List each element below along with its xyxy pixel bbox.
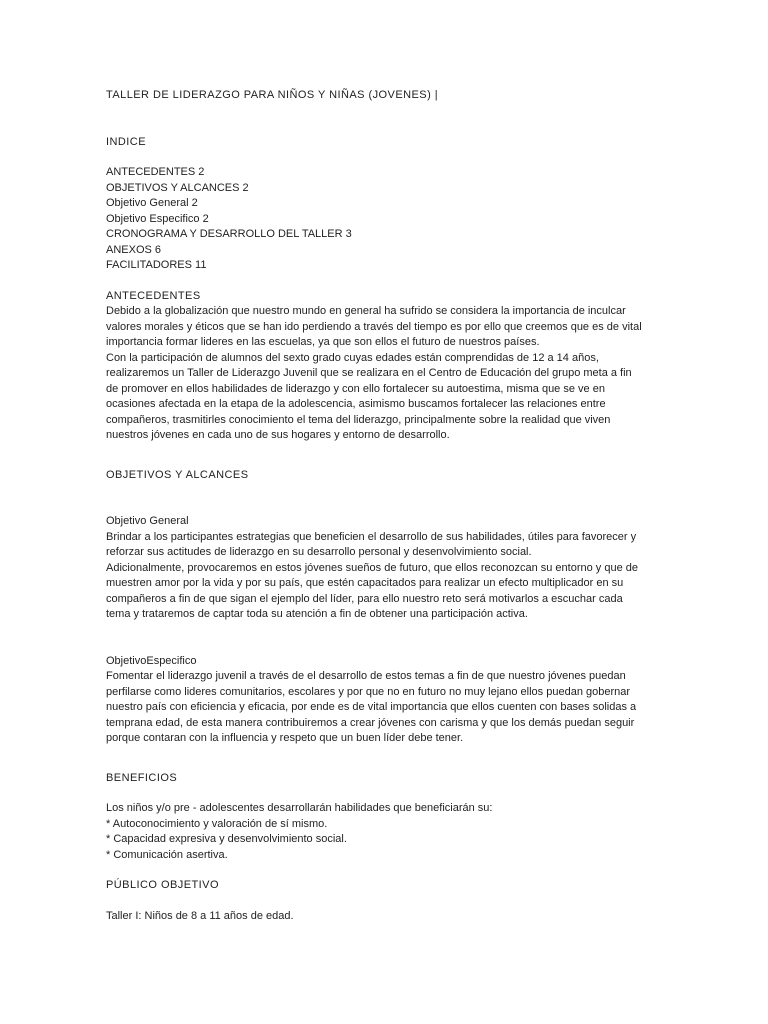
objetivo-especifico-heading: ObjetivoEspecifico <box>106 654 197 667</box>
paragraph-line: reforzar sus actitudes de liderazgo en su desarrollo personal y desenvolvimiento social. <box>106 546 532 558</box>
spacer <box>106 150 666 165</box>
document-body <box>106 88 666 924</box>
paragraph-line: perfilarse como lideres comunitarios, escolares y por que no en futuro no muy lejano ellos puedan gobernar <box>106 685 631 698</box>
objetivos-section <box>106 468 666 747</box>
publico-item: Taller I: Niños de 8 a 11 años de edad. <box>106 909 294 922</box>
beneficio-item: * Capacidad expresiva y desenvolvimiento social. <box>106 833 347 845</box>
spacer <box>106 747 666 771</box>
paragraph-line: ocasiones afectada en la etapa de la adolescencia, asimismo buscamos fortalecer las relaciones entre <box>106 398 606 410</box>
paragraph-line: importancia formar lideres en las escuelas, ya que son ellos el futuro de nuestros países. <box>106 336 540 348</box>
paragraph-line: realizaremos un Taller de Liderazgo Juvenil que se realizara en el Centro de Educación del grupo meta a fin <box>106 367 632 379</box>
index-item: CRONOGRAMA Y DESARROLLO DEL TALLER 3 <box>106 228 352 240</box>
paragraph-line: Adicionalmente, provocaremos en estos jóvenes sueños de futuro, que ellos reconozcan su entorno y que de <box>106 561 638 574</box>
paragraph-line: muestren amor por la vida y por su país, que estén capacitados para realizar un efecto multiplicador en su <box>106 577 624 589</box>
paragraph-line: de promover en ellos habilidades de liderazgo y con ello fortalecer su autoestima, misma que se ve en <box>106 382 605 395</box>
beneficios-intro: Los niños y/o pre - adolescentes desarrollarán habilidades que beneficiarán su: <box>106 802 493 814</box>
index-section <box>106 135 666 274</box>
paragraph-line: nuestro país con eficiencia y eficacia, por ende es de vital importancia que ellos cuenten con bases solidas a <box>106 701 637 713</box>
beneficio-item: * Autoconocimiento y valoración de sí mismo. <box>106 817 328 830</box>
index-item: Objetivo Especifico 2 <box>106 212 209 225</box>
index-item: OBJETIVOS Y ALCANCES 2 <box>106 181 249 194</box>
spacer <box>106 894 666 909</box>
paragraph-line: porque contaran con la influencia y respeto que un buen líder debe tener. <box>106 732 464 744</box>
beneficios-section <box>106 771 666 864</box>
antecedentes-section <box>106 289 666 444</box>
index-item: ANEXOS 6 <box>106 243 162 256</box>
publico-heading: PÚBLICO OBJETIVO <box>106 879 219 891</box>
spacer <box>106 444 666 468</box>
beneficios-heading: BENEFICIOS <box>106 771 178 784</box>
paragraph-line: valores morales y éticos que se han ido perdiendo a través del tiempo es por ello que creemos que es de vital <box>106 320 642 333</box>
paragraph-line: Brindar a los participantes estrategias que beneficien el desarrollo de sus habilidades, útiles para favorecer y <box>106 530 637 543</box>
publico-section <box>106 878 666 924</box>
paragraph-line: Con la participación de alumnos del sexto grado cuyas edades están comprendidas de 12 a 14 años, <box>106 351 599 364</box>
paragraph-line: Debido a la globalización que nuestro mundo en general ha sufrido se considera la importancia de inculcar <box>106 305 626 317</box>
beneficio-item: * Comunicación asertiva. <box>106 848 228 861</box>
paragraph-line: Fomentar el liderazgo juvenil a través de el desarrollo de estos temas a fin de que nuestro jóvenes puedan <box>106 670 626 682</box>
paragraph-line: tema y trataremos de captar toda su atención a fin de obtener una participación activa. <box>106 608 528 620</box>
spacer <box>106 623 666 654</box>
paragraph-line: compañeros, trasmitirles conocimiento el tema del liderazgo, principalmente sobre la realidad que viven <box>106 413 611 426</box>
objetivo-general-heading: Objetivo General <box>106 515 189 527</box>
objetivos-heading: OBJETIVOS Y ALCANCES <box>106 468 249 481</box>
antecedentes-heading: ANTECEDENTES <box>106 289 201 302</box>
spacer <box>106 274 666 289</box>
document-title: TALLER DE LIDERAZGO PARA NIÑOS Y NIÑAS (JOVENES) | <box>106 89 439 101</box>
index-item: FACILITADORES 11 <box>106 259 207 271</box>
spacer <box>106 786 666 801</box>
paragraph-line: temprana edad, de esta manera contribuiremos a crear jóvenes con carisma y que los demás puedan seguir <box>106 716 635 729</box>
paragraph-line: nuestros jóvenes en cada uno de sus hogares y entorno de desarrollo. <box>106 429 450 441</box>
index-item: ANTECEDENTES 2 <box>106 166 205 178</box>
spacer <box>106 863 666 878</box>
spacer <box>106 483 666 514</box>
paragraph-line: compañeros a fin de que sigan el ejemplo del líder, para ello nuestro reto será motivarlos a escuchar cada <box>106 592 623 605</box>
spacer <box>106 104 666 135</box>
index-heading: INDICE <box>106 135 146 148</box>
index-item: Objetivo General 2 <box>106 197 198 209</box>
